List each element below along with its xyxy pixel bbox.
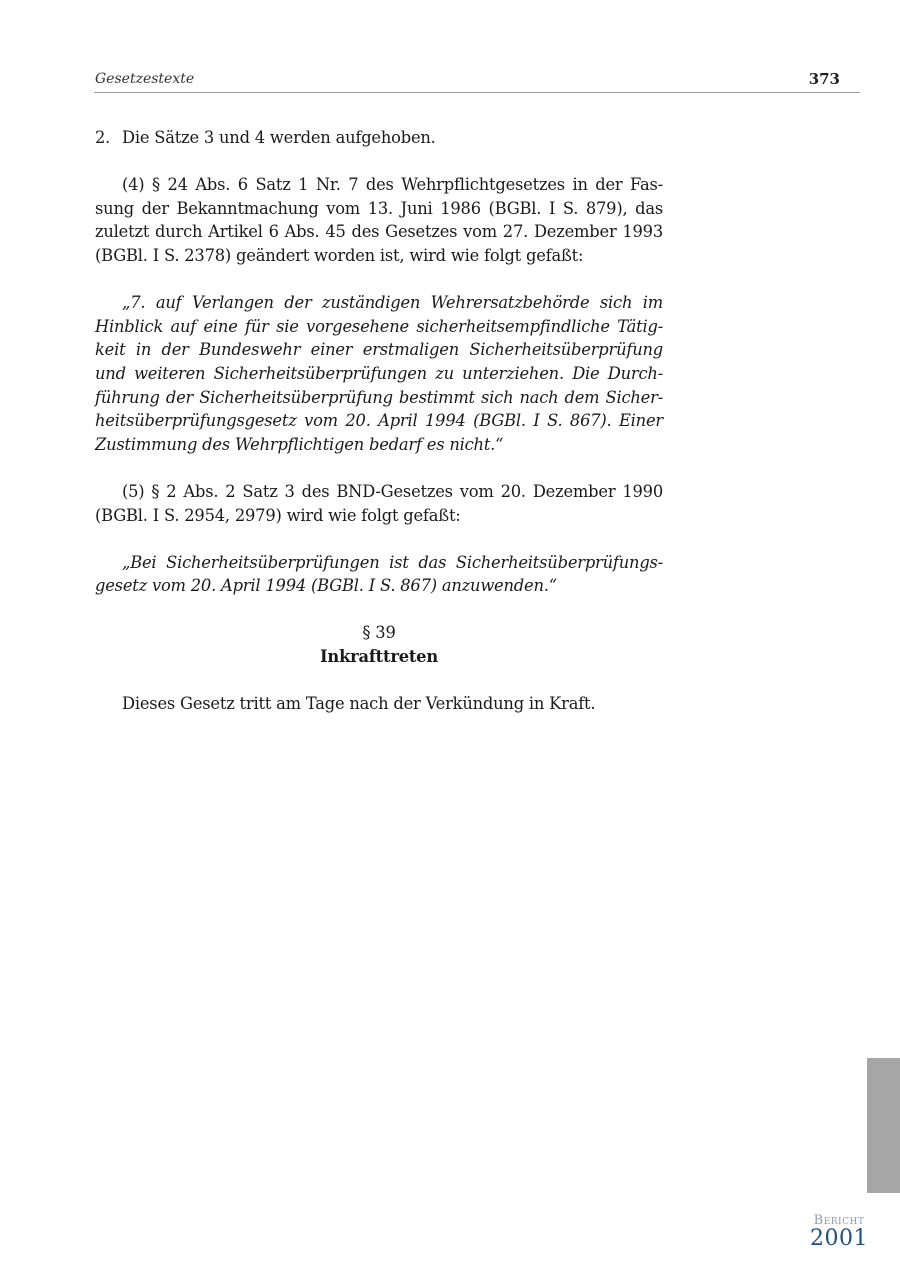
document-body <box>95 126 663 716</box>
running-head: Gesetzestexte <box>95 71 195 87</box>
logo-year: 2001 <box>810 1226 868 1251</box>
quote-line: heitsüberprüfungsgesetz vom 20. April 1994 (BGBl. I S. 867). Einer <box>95 411 663 431</box>
paragraph-line: (BGBl. I S. 2378) geändert worden ist, wird wie folgt gefaßt: <box>95 245 584 265</box>
paragraph-line: sung der Bekanntmachung vom 13. Juni 1986 (BGBl. I S. 879), das <box>95 198 663 218</box>
quote-line: Zustimmung des Wehrpflichtigen bedarf es nicht.“ <box>95 434 504 454</box>
quote-line: „Bei Sicherheitsüberprüfungen ist das Sicherheitsüberprüfungs- <box>122 552 663 572</box>
quote-line: gesetz vom 20. April 1994 (BGBl. I S. 867) anzuwenden.“ <box>95 576 557 596</box>
logo-word: Bericht <box>813 1213 865 1228</box>
quote-line: Hinblick auf eine für sie vorgesehene sicherheitsempfindliche Tätig- <box>95 316 663 336</box>
paragraph-line: (5) § 2 Abs. 2 Satz 3 des BND-Gesetzes vom 20. Dezember 1990 <box>122 481 663 501</box>
list-item-2 <box>95 126 663 150</box>
quoted-amendment-2 <box>95 551 663 598</box>
quote-line: und weiteren Sicherheitsüberprüfungen zu unterziehen. Die Durch- <box>95 363 663 383</box>
spacer <box>95 150 663 174</box>
spacer <box>95 268 663 292</box>
quoted-amendment-1 <box>95 291 663 456</box>
paragraph-5 <box>95 480 663 527</box>
final-paragraph: Dieses Gesetz tritt am Tage nach der Verkündung in Kraft. <box>122 694 596 714</box>
side-thumb-tab <box>867 1058 900 1193</box>
list-item-text: Die Sätze 3 und 4 werden aufgehoben. <box>122 128 436 147</box>
page-number: 373 <box>808 70 840 88</box>
paragraph-line: (4) § 24 Abs. 6 Satz 1 Nr. 7 des Wehrpflichtgesetzes in der Fas- <box>122 175 663 195</box>
section-heading <box>95 621 663 668</box>
spacer <box>95 456 663 480</box>
report-logo <box>802 1214 876 1250</box>
section-number: § 39 <box>362 623 396 643</box>
spacer <box>95 669 663 693</box>
paragraph-line: zuletzt durch Artikel 6 Abs. 45 des Gesetzes vom 27. Dezember 1993 <box>95 222 663 242</box>
quote-line: „7. auf Verlangen der zuständigen Wehrersatzbehörde sich im <box>122 293 663 313</box>
quote-line: keit in der Bundeswehr einer erstmaligen Sicherheitsüberprüfung <box>95 340 663 360</box>
spacer <box>95 527 663 551</box>
spacer <box>95 598 663 622</box>
paragraph-4 <box>95 173 663 267</box>
list-item-number: 2. <box>95 128 111 147</box>
page-header <box>94 70 860 93</box>
section-title: Inkrafttreten <box>320 647 438 667</box>
paragraph-line: (BGBl. I S. 2954, 2979) wird wie folgt gefaßt: <box>95 505 461 525</box>
quote-line: führung der Sicherheitsüberprüfung bestimmt sich nach dem Sicher- <box>95 387 663 407</box>
